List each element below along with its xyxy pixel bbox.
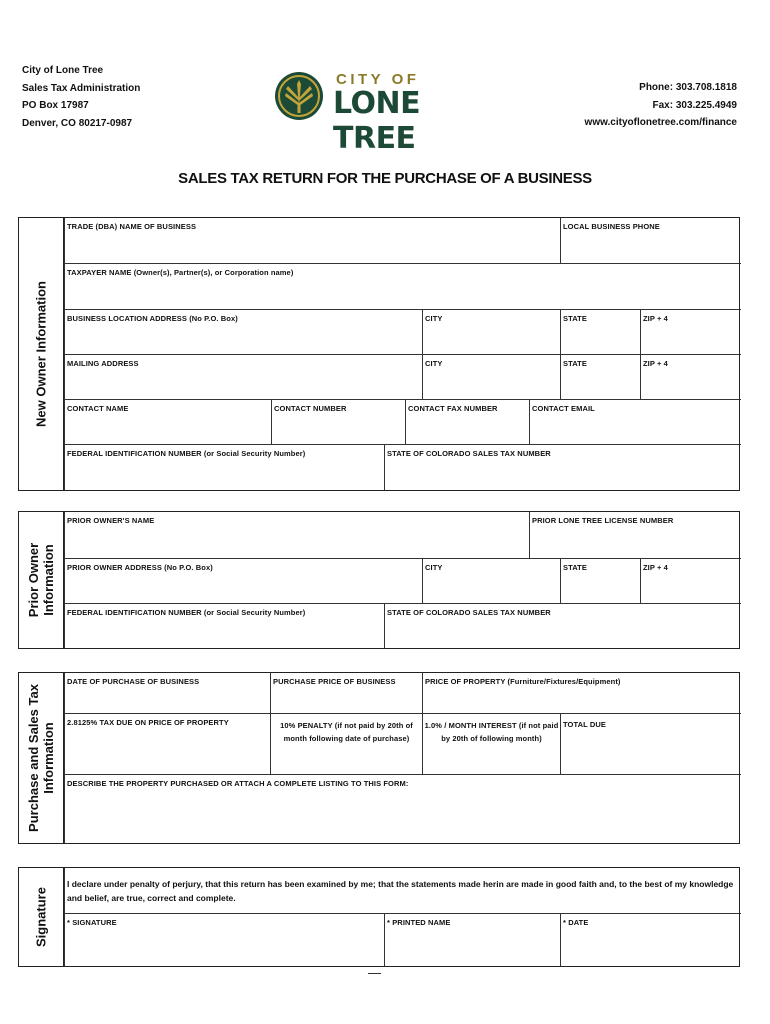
- side-label-text: [26, 543, 56, 617]
- date-field[interactable]: [560, 913, 741, 966]
- property-price-field[interactable]: [422, 673, 741, 713]
- prior-colorado-tax-field[interactable]: [384, 603, 741, 648]
- field-label: DESCRIBE THE PROPERTY PURCHASED OR ATTACH A COMPLETE LISTING TO THIS FORM:: [67, 779, 409, 788]
- tree-logo-icon: [274, 68, 328, 124]
- field-label: * SIGNATURE: [67, 918, 117, 927]
- date-of-purchase-field[interactable]: [64, 673, 270, 713]
- prior-address-field[interactable]: [64, 558, 422, 603]
- declaration-box: [64, 868, 741, 913]
- side-label-line: Information: [41, 722, 56, 794]
- contact-name-field[interactable]: [64, 399, 271, 444]
- field-label: CONTACT FAX NUMBER: [408, 404, 498, 413]
- side-label-line: Information: [41, 544, 56, 616]
- logo-line-1: CITY OF: [336, 71, 420, 88]
- mailing-zip-field[interactable]: [640, 354, 741, 399]
- logo-line-2: LONE TREE: [333, 86, 421, 156]
- field-label: CITY: [425, 563, 443, 572]
- new-owner-side-label: [19, 218, 64, 490]
- agency-contact: [585, 79, 737, 132]
- penalty-field[interactable]: [270, 713, 422, 774]
- mailing-city-field[interactable]: [422, 354, 560, 399]
- field-label: DATE OF PURCHASE OF BUSINESS: [67, 677, 200, 686]
- business-state-field[interactable]: [560, 309, 640, 354]
- field-label: ZIP + 4: [643, 563, 668, 572]
- address-line: PO Box 17987: [22, 100, 89, 111]
- side-label-text: [26, 684, 56, 832]
- fax: Fax: 303.225.4949: [652, 99, 737, 111]
- address-line: City of Lone Tree: [22, 65, 104, 76]
- field-label: TOTAL DUE: [563, 720, 606, 729]
- agency-address: [22, 62, 140, 132]
- field-label: PRIOR LONE TREE LICENSE NUMBER: [532, 516, 674, 525]
- field-label: PURCHASE PRICE OF BUSINESS: [273, 677, 396, 686]
- taxpayer-name-field[interactable]: [64, 263, 741, 309]
- colorado-tax-number-field[interactable]: [384, 444, 741, 490]
- field-label: * DATE: [563, 918, 589, 927]
- purchase-section: [18, 672, 740, 844]
- field-label: CONTACT EMAIL: [532, 404, 595, 413]
- mailing-state-field[interactable]: [560, 354, 640, 399]
- field-label: CONTACT NUMBER: [274, 404, 347, 413]
- tax-due-field[interactable]: [64, 713, 270, 774]
- trade-name-field[interactable]: [64, 218, 560, 263]
- website-link[interactable]: www.cityoflonetree.com/finance: [584, 117, 737, 128]
- prior-city-field[interactable]: [422, 558, 560, 603]
- field-label: ZIP + 4: [643, 314, 668, 323]
- field-label: CITY: [425, 314, 443, 323]
- field-label: 2.8125% TAX DUE ON PRICE OF PROPERTY: [67, 718, 229, 727]
- property-description-field[interactable]: [64, 774, 741, 843]
- total-due-field[interactable]: [560, 713, 741, 774]
- form-title: SALES TAX RETURN FOR THE PURCHASE OF A BUSINESS: [178, 170, 592, 187]
- signature-field[interactable]: [64, 913, 384, 966]
- field-label: TRADE (DBA) NAME OF BUSINESS: [67, 222, 197, 231]
- field-label: LOCAL BUSINESS PHONE: [563, 222, 660, 231]
- prior-state-field[interactable]: [560, 558, 640, 603]
- field-label: FEDERAL IDENTIFICATION NUMBER (or Social Security Number): [67, 608, 306, 617]
- field-label: MAILING ADDRESS: [67, 359, 139, 368]
- new-owner-section: [18, 217, 740, 491]
- prior-owner-side-label: [19, 512, 64, 648]
- field-label: PRICE OF PROPERTY (Furniture/Fixtures/Equipment): [425, 677, 621, 686]
- contact-number-field[interactable]: [271, 399, 405, 444]
- field-label: 1.0% / MONTH INTEREST (if not paid by 20th of following month): [424, 721, 559, 743]
- prior-license-field[interactable]: [529, 512, 741, 558]
- field-label: STATE: [563, 563, 587, 572]
- federal-id-field[interactable]: [64, 444, 384, 490]
- field-label: FEDERAL IDENTIFICATION NUMBER (or Social Security Number): [67, 449, 306, 458]
- page-marker: [368, 973, 381, 974]
- city-logo: [274, 68, 489, 156]
- field-label: TAXPAYER NAME (Owner(s), Partner(s), or Corporation name): [67, 268, 294, 277]
- business-address-field[interactable]: [64, 309, 422, 354]
- prior-owner-section: [18, 511, 740, 649]
- business-zip-field[interactable]: [640, 309, 741, 354]
- local-phone-field[interactable]: [560, 218, 741, 263]
- field-label: STATE OF COLORADO SALES TAX NUMBER: [387, 608, 551, 617]
- field-label: 10% PENALTY (if not paid by 20th of month following date of purchase): [280, 721, 413, 743]
- purchase-side-label: [19, 673, 64, 843]
- contact-fax-field[interactable]: [405, 399, 529, 444]
- side-label-text: Signature: [33, 887, 49, 947]
- field-label: PRIOR OWNER'S NAME: [67, 516, 155, 525]
- signature-section: [18, 867, 740, 967]
- contact-email-field[interactable]: [529, 399, 741, 444]
- mailing-address-field[interactable]: [64, 354, 422, 399]
- printed-name-field[interactable]: [384, 913, 560, 966]
- signature-side-label: [19, 868, 64, 966]
- prior-zip-field[interactable]: [640, 558, 741, 603]
- field-label: BUSINESS LOCATION ADDRESS (No P.O. Box): [67, 314, 238, 323]
- interest-field[interactable]: [422, 713, 560, 774]
- side-label-text: New Owner Information: [33, 281, 49, 427]
- side-label-line: Purchase and Sales Tax: [26, 684, 41, 832]
- field-label: STATE: [563, 314, 587, 323]
- field-label: STATE OF COLORADO SALES TAX NUMBER: [387, 449, 551, 458]
- purchase-price-field[interactable]: [270, 673, 422, 713]
- phone: Phone: 303.708.1818: [639, 82, 737, 93]
- field-label: CONTACT NAME: [67, 404, 129, 413]
- declaration-text: I declare under penalty of perjury, that this return has been examined by me; that the statements made herin are made in good faith and, to the best of my knowledge and belief, are true, correct and complete.: [67, 879, 734, 903]
- prior-federal-id-field[interactable]: [64, 603, 384, 648]
- field-label: PRIOR OWNER ADDRESS (No P.O. Box): [67, 563, 213, 572]
- field-label: ZIP + 4: [643, 359, 668, 368]
- address-line: Sales Tax Administration: [22, 82, 141, 94]
- prior-owner-name-field[interactable]: [64, 512, 529, 558]
- field-label: * PRINTED NAME: [387, 918, 451, 927]
- business-city-field[interactable]: [422, 309, 560, 354]
- field-label: CITY: [425, 359, 443, 368]
- address-line: Denver, CO 80217-0987: [22, 117, 133, 129]
- field-label: STATE: [563, 359, 587, 368]
- side-label-line: Prior Owner: [26, 542, 41, 618]
